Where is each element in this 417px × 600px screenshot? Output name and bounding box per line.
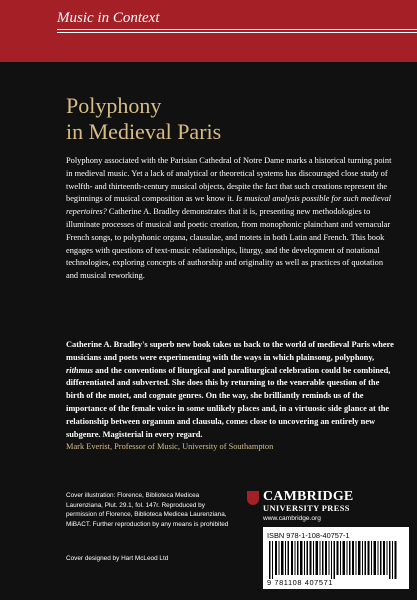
praise-paragraph bbox=[66, 339, 396, 441]
praise-attribution: Mark Everist, Professor of Music, University of Southampton bbox=[66, 442, 274, 452]
isbn-label: ISBN 978-1-108-40757-1 bbox=[267, 531, 350, 540]
shield-icon bbox=[247, 491, 259, 505]
publisher-press: UNIVERSITY PRESS bbox=[263, 504, 350, 513]
publisher-logo bbox=[263, 489, 383, 523]
series-rule bbox=[57, 32, 417, 33]
praise-rithmus: rithmus bbox=[66, 365, 94, 375]
blurb bbox=[66, 155, 396, 283]
praise-text-2: and the conventions of liturgical and paraliturgical celebration could be combined, differentiated and subverted. She does this by returning to the venerable question of the birth of the motet, and cognate genres. On the way, she brilliantly reminds us of the importance of the female voice in some unlikely places and, in a virtuosic side glance at the relationship between organum and clausula, comes close to uncovering an entirely new subgenre. Magisterial in every regard. bbox=[66, 365, 391, 439]
praise-quote bbox=[66, 339, 396, 454]
publisher-url: www.cambridge.org bbox=[263, 515, 321, 522]
blurb-question: Is musical analysis possible for such medieval repertoires? bbox=[66, 194, 391, 217]
cover-credits bbox=[66, 491, 232, 562]
designer-credit: Cover designed by Hart McLeod Ltd bbox=[66, 555, 169, 562]
book-title bbox=[66, 93, 386, 145]
publisher-name: CAMBRIDGE bbox=[263, 489, 354, 504]
blurb-paragraph bbox=[66, 155, 396, 283]
series-title: Music in Context bbox=[57, 10, 160, 26]
blurb-text-2: Catherine A. Bradley demonstrates that it is, presenting new methodologies to illuminate processes of musical and poetic creation, from monophonic plainchant and vernacular French songs, to polyphonic organa, clausulae, and motets in both Latin and French. This book engages with questions of text-music relationships, liturgy, and the development of notational technologies, exploring concepts of authorship and originality as well as practices of quotation and musical reworking. bbox=[66, 207, 391, 281]
illustration-credit: Cover illustration: Florence, Biblioteca Medicea Laurenziana, Plut. 29.1, fol. 147r. Reproduced by permission of Florence, Biblioteca Medicea Laurenziana, MiBACT. Further reproduction by any means is prohibited bbox=[66, 492, 229, 528]
barcode-icon bbox=[267, 541, 405, 579]
book-title-line-2: in Medieval Paris bbox=[66, 119, 222, 144]
barcode-box bbox=[263, 527, 409, 589]
praise-text-1: Catherine A. Bradley's superb new book takes us back to the world of medieval Paris where musicians and poets were experimenting with the ways in which plainsong, polyphony, bbox=[66, 340, 394, 362]
barcode-digits: 9 781108 407571 bbox=[267, 578, 333, 587]
blurb-text-1: Polyphony associated with the Parisian Cathedral of Notre Dame marks a historical turning point in medieval music. Yet a lack of analytical or theoretical systems has discouraged close study of twelfth- and thirteenth-century musical objects, despite the fact that such creations represent the beginnings of musical composition as we know it. bbox=[66, 156, 392, 204]
series-rule bbox=[57, 29, 417, 30]
book-title-line-1: Polyphony bbox=[66, 93, 162, 118]
series-band bbox=[0, 0, 417, 62]
